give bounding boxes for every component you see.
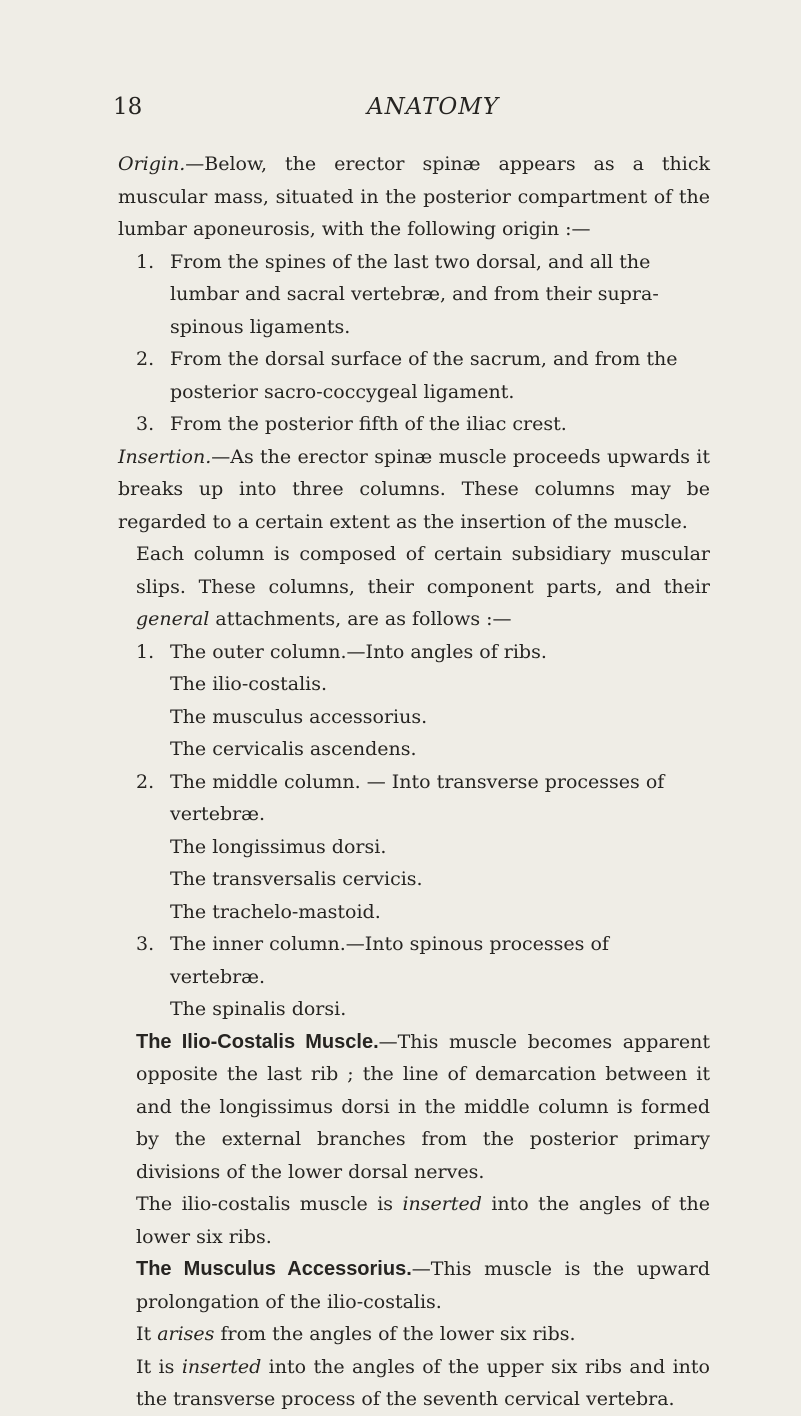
- columns-intro-end: attachments, are as follows :—: [215, 608, 512, 630]
- insertion-paragraph: [118, 441, 710, 539]
- insertion-text: —As the erector spinæ muscle proceeds upwards it breaks up into three columns. These columns may be regarded to a certain extent as the insertion of the muscle.: [118, 445, 710, 533]
- accessorius-heading: The Musculus Accessorius.: [136, 1258, 412, 1280]
- ilio-costalis-insertion-paragraph: [118, 1188, 710, 1253]
- item-text: The outer column.—Into angles of ribs.: [170, 640, 547, 663]
- accessorius-p3-end: into the angles of the upper six ribs and into the transverse process of the seventh cervical vertebra.: [136, 1355, 710, 1410]
- accessorius-p3-start: It is: [136, 1355, 175, 1378]
- columns-intro-text: Each column is composed of certain subsidiary muscular slips. These columns, their component parts, and their: [136, 543, 710, 598]
- columns-intro-paragraph: [118, 538, 710, 636]
- columns-intro-italic: general: [136, 608, 210, 630]
- accessorius-p3-italic: inserted: [181, 1355, 262, 1378]
- accessorius-origin-paragraph: [118, 1318, 710, 1351]
- origin-label: Origin.: [118, 153, 186, 175]
- item-text: From the dorsal surface of the sacrum, and from the posterior sacro-coccygeal ligament.: [170, 348, 678, 403]
- running-head: [0, 94, 801, 134]
- item-text: From the posterior fifth of the iliac crest.: [170, 413, 567, 435]
- item-number: 2.: [136, 348, 155, 370]
- accessorius-insertion-paragraph: [118, 1351, 710, 1416]
- item-number: 1.: [136, 640, 155, 663]
- running-title: ANATOMY: [367, 94, 500, 120]
- ilio-costalis-p2-start: The ilio-costalis muscle is: [136, 1193, 394, 1215]
- insertion-label: Insertion.: [118, 445, 212, 468]
- origin-item: [118, 408, 710, 441]
- accessorius-text: —This muscle is the upward prolongation of the ilio-costalis.: [136, 1258, 710, 1313]
- accessorius-p2-end: from the angles of the lower six ribs.: [220, 1323, 576, 1345]
- column-part: The musculus accessorius.: [170, 705, 428, 728]
- column-item: [118, 636, 710, 669]
- column-part: The longissimus dorsi.: [170, 835, 387, 858]
- item-number: 2.: [136, 770, 155, 793]
- ilio-costalis-p2-end: into the angles of the lower six ribs.: [136, 1193, 710, 1248]
- item-text: From the spines of the last two dorsal, and all the lumbar and sacral vertebræ, and from their supra-spinous ligaments.: [170, 250, 659, 338]
- body-text: [118, 148, 710, 1416]
- column-part: The transversalis cervicis.: [170, 868, 423, 890]
- origin-item: [118, 246, 710, 344]
- origin-item: [118, 343, 710, 408]
- origin-text: —Below, the erector spinæ appears as a thick muscular mass, situated in the posterior compartment of the lumbar aponeurosis, with the following origin :—: [118, 153, 710, 240]
- item-number: 3.: [136, 413, 155, 435]
- column-part: The ilio-costalis.: [170, 673, 328, 695]
- item-number: 3.: [136, 933, 155, 955]
- origin-paragraph: [118, 148, 710, 246]
- item-number: 1.: [136, 250, 155, 273]
- item-text: The inner column.—Into spinous processes of vertebræ.: [170, 933, 609, 988]
- item-text: The middle column. — Into transverse processes of vertebræ.: [170, 770, 665, 825]
- column-part: The spinalis dorsi.: [170, 998, 347, 1020]
- ilio-costalis-p2-italic: inserted: [402, 1193, 482, 1215]
- column-part: The cervicalis ascendens.: [170, 738, 417, 760]
- accessorius-p2-start: It: [136, 1323, 152, 1345]
- accessorius-paragraph: [118, 1253, 710, 1318]
- column-part: The trachelo-mastoid.: [170, 900, 381, 923]
- ilio-costalis-paragraph: [118, 1026, 710, 1189]
- accessorius-p2-italic: arises: [157, 1323, 215, 1345]
- column-item: [118, 928, 710, 993]
- column-item: [118, 766, 710, 831]
- page-number: 18: [113, 94, 143, 120]
- ilio-costalis-heading: The Ilio-Costalis Muscle.: [136, 1030, 379, 1053]
- ilio-costalis-text: —This muscle becomes apparent opposite the last rib ; the line of demarcation between it and the longissimus dorsi in the middle column is formed by the external branches from the posterior primary divisions of the lower dorsal nerves.: [136, 1030, 710, 1183]
